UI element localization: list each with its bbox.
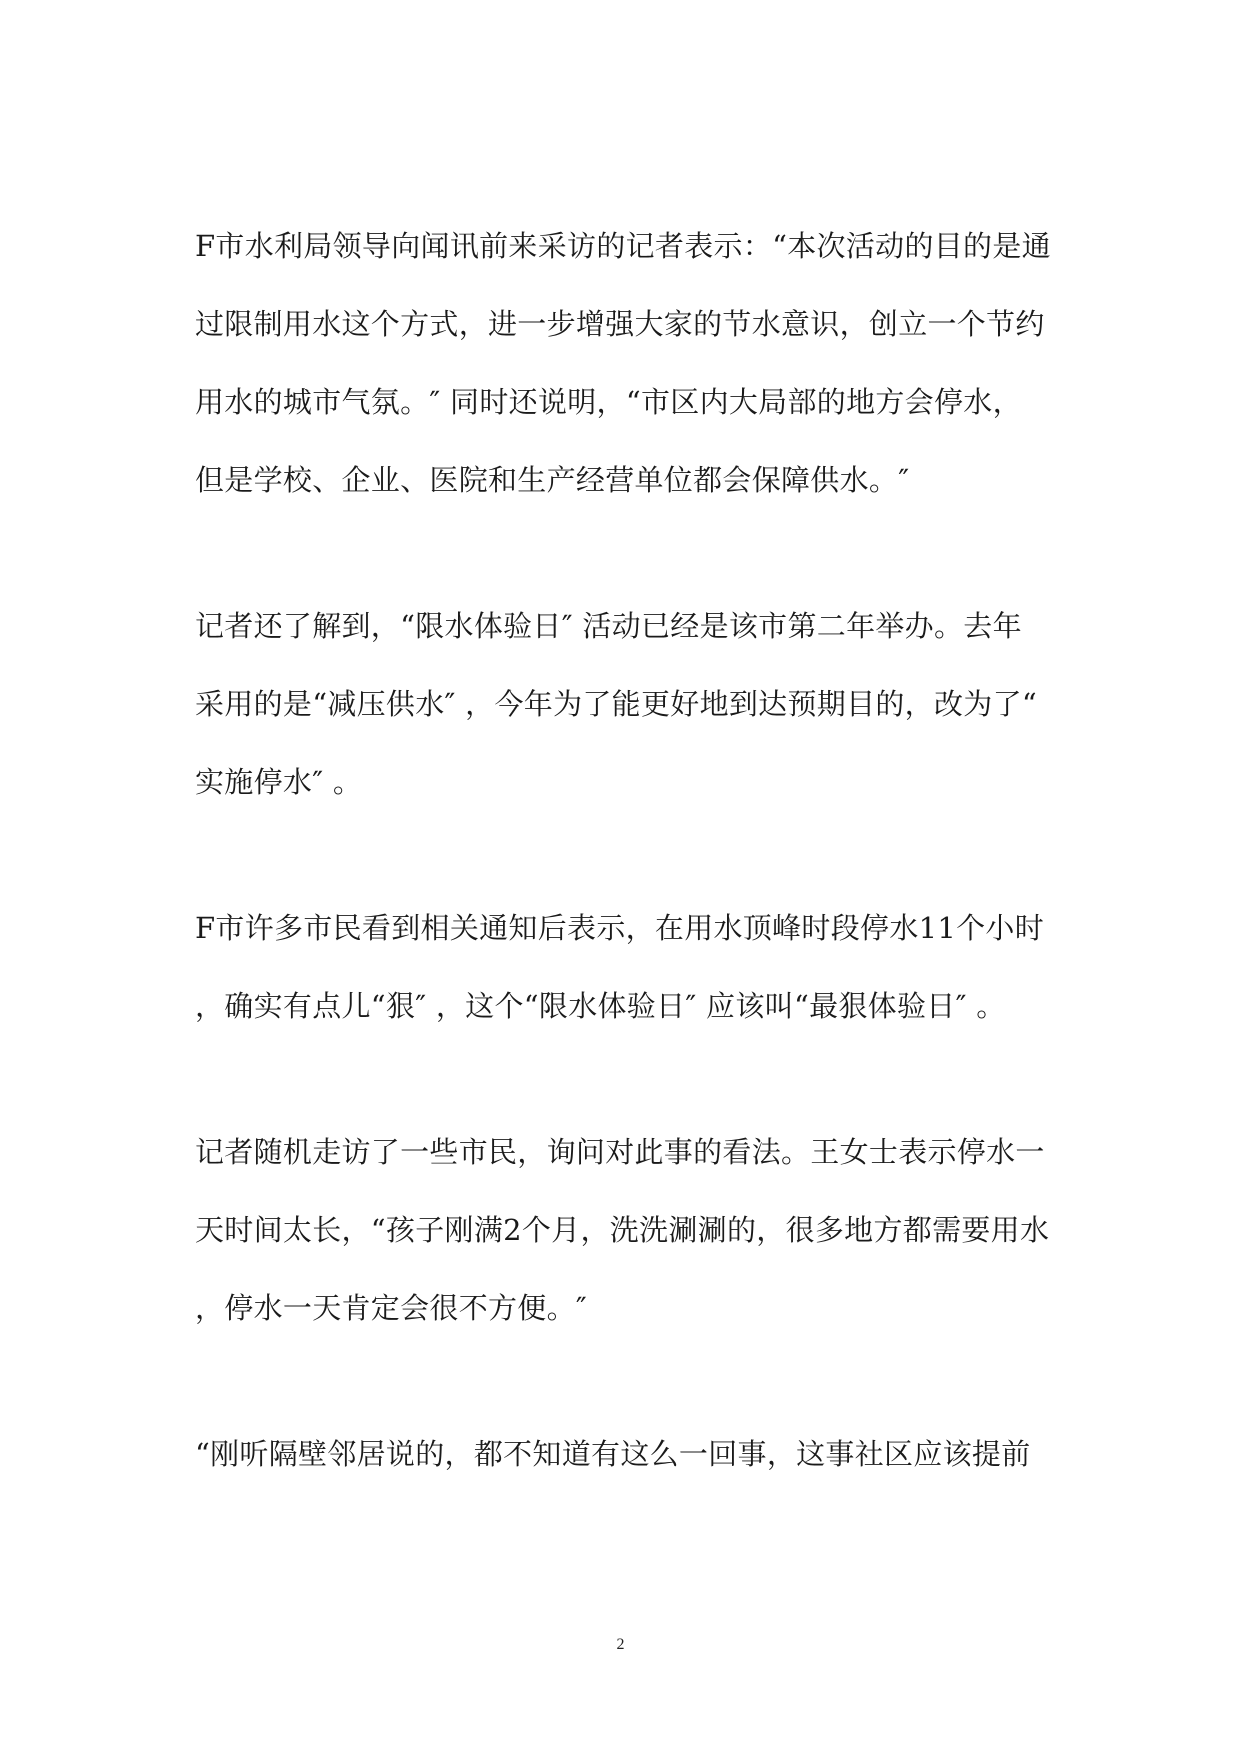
paragraph-3-line-1: F市许多市民看到相关通知后表示，在用水顶峰时段停水11个小时 bbox=[195, 911, 1045, 945]
paragraph-1-line-3: 用水的城市气氛。″ 同时还说明，“市区内大局部的地方会停水， bbox=[195, 385, 1022, 419]
page-number: 2 bbox=[616, 1636, 625, 1653]
paragraph-2-line-1: 记者还了解到，“限水体验日″ 活动已经是该市第二年举办。去年 bbox=[195, 609, 1022, 643]
paragraph-5-line-1: “刚听隔壁邻居说的，都不知道有这么一回事，这事社区应该提前 bbox=[195, 1437, 1031, 1471]
paragraph-2-line-2: 采用的是“减压供水″ ，今年为了能更好地到达预期目的，改为了“ bbox=[195, 687, 1038, 721]
paragraph-1-line-4: 但是学校、企业、医院和生产经营单位都会保障供水。″ bbox=[195, 463, 910, 497]
paragraph-4-line-3: ，停水一天肯定会很不方便。″ bbox=[195, 1291, 588, 1325]
paragraph-4-line-1: 记者随机走访了一些市民，询问对此事的看法。王女士表示停水一 bbox=[195, 1135, 1045, 1169]
paragraph-1-line-2: 过限制用水这个方式，进一步增强大家的节水意识，创立一个节约 bbox=[195, 307, 1045, 341]
paragraph-4-line-2: 天时间太长，“孩子刚满2个月，洗洗涮涮的，很多地方都需要用水 bbox=[195, 1213, 1050, 1247]
paragraph-2-line-3: 实施停水″ 。 bbox=[195, 765, 363, 799]
paragraph-1-line-1: F市水利局领导向闻讯前来采访的记者表示：“本次活动的目的是通 bbox=[195, 229, 1051, 263]
paragraph-3-line-2: ，确实有点儿“狠″ ，这个“限水体验日″ 应该叫“最狠体验日″ 。 bbox=[195, 989, 1006, 1023]
